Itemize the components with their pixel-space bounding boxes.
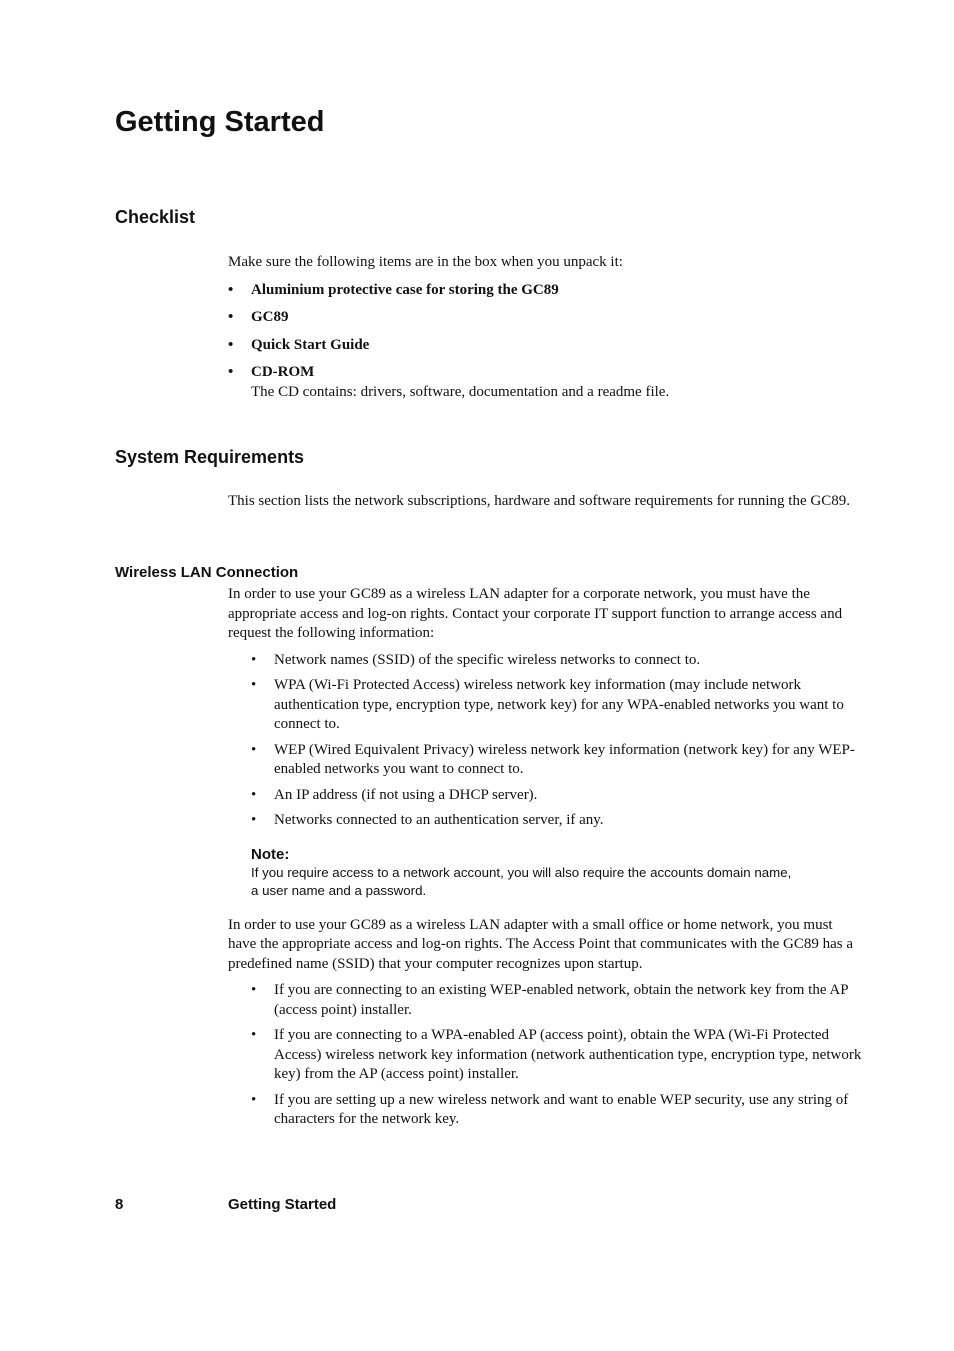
note-title: Note: xyxy=(251,845,290,863)
wireless-intro: In order to use your GC89 as a wireless LAN adapter for a corporate network, you must have the appropriate access and log-on rights. Contact your corporate IT support function to arrange access and request the following information: xyxy=(228,586,843,641)
system-requirements-intro: This section lists the network subscriptions, hardware and software requirements for running the GC89. xyxy=(228,493,850,509)
wireless-home-list xyxy=(228,981,864,1130)
page-title: Getting Started xyxy=(115,106,325,138)
checklist-item: Aluminium protective case for storing the GC89 xyxy=(251,281,559,298)
list-item: • Networks connected to an authentication server, if any. xyxy=(228,811,864,831)
system-requirements-heading: System Requirements xyxy=(115,447,305,467)
note-text-line-2: a user name and a password. xyxy=(251,882,427,898)
note-text-line-1: If you require access to a network account, you will also require the accounts domain name, xyxy=(251,864,792,880)
checklist-heading: Checklist xyxy=(115,207,196,227)
checklist-section xyxy=(228,253,864,410)
checklist-item: CD-ROM xyxy=(251,364,315,380)
footer-section-title: Getting Started xyxy=(228,1196,337,1213)
list-item: • If you are connecting to a WPA-enabled AP (access point), obtain the WPA (Wi-Fi Protected Access) wireless network key information (network authentication type, encryption type, network key) from the AP (access point) installer. xyxy=(228,1026,864,1085)
list-item xyxy=(228,281,864,301)
checklist-item: GC89 xyxy=(251,309,289,325)
checklist-intro: Make sure the following items are in the box when you unpack it: xyxy=(228,254,623,270)
list-item: • WPA (Wi-Fi Protected Access) wireless network key information (may include network authentication type, encryption type, network key) for any WPA-enabled networks you want to connect to. xyxy=(228,676,864,735)
list-item: • If you are connecting to an existing WEP-enabled network, obtain the network key from the AP (access point) installer. xyxy=(228,981,864,1020)
list-item xyxy=(228,363,864,402)
checklist-item: Quick Start Guide xyxy=(251,336,370,353)
list-item xyxy=(228,336,864,356)
list-item: • Network names (SSID) of the specific wireless networks to connect to. xyxy=(228,651,864,671)
list-item: • An IP address (if not using a DHCP server). xyxy=(228,786,864,806)
page-number: 8 xyxy=(115,1196,124,1213)
checklist-list xyxy=(228,281,864,403)
list-item xyxy=(228,308,864,328)
wireless-lan-heading: Wireless LAN Connection xyxy=(115,564,299,581)
system-requirements-section xyxy=(228,492,864,512)
wireless-lan-section xyxy=(228,585,864,1136)
wireless-intro-home: In order to use your GC89 as a wireless LAN adapter with a small office or home network, you must have the appropriate access and log-on rights. The Access Point that communicates with the GC89 has a predefined name (SSID) that your computer recognizes upon startup. xyxy=(228,916,853,972)
list-item: • WEP (Wired Equivalent Privacy) wireless network key information (network key) for any WEP-enabled networks you want to connect to. xyxy=(228,741,864,780)
cd-contents-note: The CD contains: drivers, software, documentation and a readme file. xyxy=(251,383,670,400)
wireless-requirements-list xyxy=(228,651,864,831)
note-box xyxy=(251,845,864,900)
list-item: • If you are setting up a new wireless network and want to enable WEP security, use any string of characters for the network key. xyxy=(228,1091,864,1130)
